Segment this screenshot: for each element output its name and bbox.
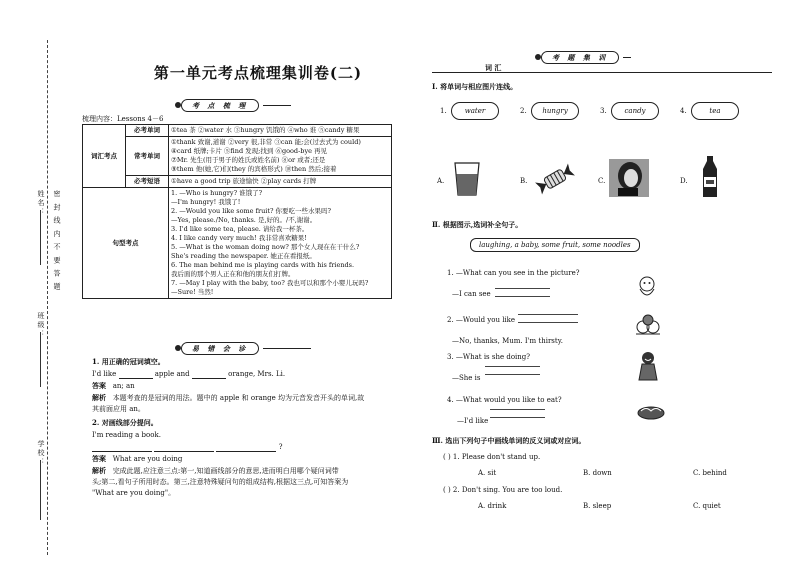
q1-text-c: orange, Mrs. Li. [228, 370, 286, 378]
common-words-line: ④card 纸牌;卡片 ⑤find 发现;找到 ⑥good-bye 再见 [171, 147, 328, 155]
q2-explanation-text: 完成此题,应注意三点:第一,知道画线部分的意思,进而明白用哪个疑问词带 [112, 467, 339, 475]
must-words-label: 必考单词 [126, 125, 169, 137]
p2-q2-line-2[interactable] [518, 322, 578, 323]
sentence-category: 句型考点 [83, 188, 169, 299]
q1-answer-row [92, 381, 135, 391]
must-words: ①tea 茶 ②water 水 ③hungry 饥饿的 ④who 谁 ⑤candy 糖果 [169, 125, 392, 137]
fruit-icon [634, 312, 662, 338]
review-scope: 梳理内容：Lessons 4－6 [82, 115, 164, 123]
common-words-line: ①thank 致谢,道谢 ②very 很,非常 ③can 能;会(过去式为 could) [171, 138, 361, 146]
q2-blank-1[interactable] [92, 444, 152, 452]
common-words-line: ⑨them 他(她,它)们(they 的宾格形式) ⑩then 然后;接着 [171, 165, 337, 173]
q1-blank-1[interactable] [119, 371, 153, 379]
banner-rule [623, 57, 631, 58]
binding-dashed-line [47, 40, 48, 555]
common-words [169, 137, 392, 176]
hungry-girl-icon[interactable] [608, 158, 650, 198]
sentence-line: —Yes, please./No, thanks. 是,好的。/不,谢谢。 [171, 216, 317, 224]
q1-title: 1. 用正确的冠词填空。 [92, 357, 165, 366]
p3-q1-option-c[interactable]: C. behind [693, 469, 727, 477]
school-field[interactable] [40, 460, 41, 520]
p2-q4-line-2[interactable] [490, 417, 545, 418]
q2-blank-2[interactable] [154, 444, 214, 452]
q2-answer: What are you doing [112, 455, 183, 463]
q1-blank-2[interactable] [192, 371, 226, 379]
banner-label: 易 错 会 诊 [181, 342, 259, 355]
word-num-1: 1. [440, 107, 447, 115]
p2-q1-line-2[interactable] [495, 296, 550, 297]
section-banner-review [175, 98, 295, 112]
banner-label: 考 点 梳 理 [181, 99, 259, 112]
name-label: 姓名： [37, 190, 45, 217]
pic-label-a: A. [437, 177, 445, 185]
p2-title: Ⅱ. 根据图示,选词补全句子。 [432, 220, 523, 229]
must-phrases-label: 必考短语 [126, 176, 169, 188]
word-cloud-hungry[interactable]: hungry [531, 102, 579, 120]
q2-question-mark: ? [278, 443, 283, 451]
answer-label: 答案 [92, 381, 106, 390]
banner-label: 考 题 集 训 [541, 51, 619, 64]
p2-q2a: 2. —Would you like [447, 316, 516, 324]
pic-label-b: B. [520, 177, 528, 185]
section-banner-practice [535, 50, 635, 64]
explanation-label: 解析 [92, 393, 106, 402]
p3-q2-option-a[interactable]: A. drink [478, 502, 507, 510]
p2-q1a: 1. —What can you see in the picture? [447, 269, 580, 277]
p2-q3-line-2[interactable] [485, 374, 540, 375]
q2-blanks [92, 442, 282, 452]
p3-q1-option-b[interactable]: B. down [583, 469, 612, 477]
common-words-label: 常考单词 [126, 137, 169, 176]
q2-blank-3[interactable] [216, 444, 276, 452]
sentence-line: 5. —What is the woman doing now? 那个女人现在在干什么? [171, 243, 360, 251]
vocab-category: 词汇考点 [83, 125, 126, 188]
knowledge-table [82, 124, 392, 299]
common-words-line: ⑦Mr. 先生(用于男子的姓氏或姓名前) ⑧or 或者;还是 [171, 156, 326, 164]
baby-icon [636, 275, 658, 299]
sentence-line: She's reading the newspaper. 她正在看报纸。 [171, 252, 316, 260]
pic-label-d: D. [680, 177, 688, 185]
p2-q1-line-1[interactable] [495, 288, 550, 289]
page-title: 第一单元考点梳理集训卷(二) [153, 64, 363, 82]
word-bank: laughing, a baby, some fruit, some noodles [470, 238, 640, 252]
must-phrases: ①have a good trip 旅途愉快 ②play cards 打牌 [169, 176, 392, 188]
p2-q3b: —She is [452, 374, 481, 382]
noodles-icon [636, 400, 666, 422]
q1-text-a: I'd like [92, 370, 117, 378]
p2-q4b: —I'd like [457, 417, 489, 425]
p3-q2: ( ) 2. Don't sing. You are too loud. [443, 486, 563, 494]
q1-sentence [92, 369, 285, 379]
word-section-label: 词 汇 [485, 63, 502, 72]
q1-answer: an; an [112, 382, 135, 390]
q1-explanation-1 [92, 393, 364, 403]
p3-q2-option-b[interactable]: B. sleep [583, 502, 612, 510]
q1-text-b: apple and [154, 370, 190, 378]
p2-q3a: 3. —What is she doing? [447, 353, 531, 361]
q2-title: 2. 对画线部分提问。 [92, 418, 158, 427]
section-banner-errors [175, 341, 315, 355]
p2-q1b: —I can see [452, 290, 491, 298]
sentence-line: 2. —Would you like some fruit? 你要吃一些水果吗? [171, 207, 332, 215]
word-cloud-tea[interactable]: tea [691, 102, 739, 120]
p2-q4a: 4. —What would you like to eat? [447, 396, 562, 404]
word-cloud-candy[interactable]: candy [611, 102, 659, 120]
explanation-label: 解析 [92, 466, 106, 475]
p3-q2-option-c[interactable]: C. quiet [693, 502, 721, 510]
word-num-2: 2. [520, 107, 527, 115]
word-num-3: 3. [600, 107, 607, 115]
sentence-line: 7. —May I play with the baby, too? 我也可以和那个小婴儿玩吗? [171, 279, 369, 287]
sentence-line: —Sure! 当然! [171, 288, 214, 296]
word-section-rule [432, 72, 772, 73]
word-num-4: 4. [680, 107, 687, 115]
glass-of-water-icon[interactable] [452, 160, 482, 198]
q2-answer-row [92, 454, 182, 464]
q2-explanation-1 [92, 466, 339, 476]
seal-line-notice: 密 封 线 内 不 要 答 题 [53, 190, 61, 292]
candy-icon[interactable] [533, 163, 577, 195]
tea-bottle-icon[interactable] [700, 155, 720, 199]
laughing-girl-icon [636, 350, 660, 382]
q2-explanation-2: 头;第二,看句子所用时态。第三,注意特殊疑问句的组成结构,根据这三点,可知答案为 [92, 478, 349, 486]
p2-q4-line-1[interactable] [490, 409, 545, 410]
answer-label: 答案 [92, 454, 106, 463]
banner-rule [263, 348, 311, 349]
name-field[interactable] [40, 210, 41, 265]
q2-explanation-3: "What are you doing"。 [92, 489, 176, 497]
q1-explanation-text: 本题考查的是冠词的用法。题中的 apple 和 orange 均为元音发音开头的单词,故 [112, 394, 365, 402]
word-cloud-water[interactable]: water [451, 102, 499, 120]
p2-q2-line-1[interactable] [518, 314, 578, 315]
q1-explanation-2: 其前面应用 an。 [92, 405, 145, 413]
p1-title: Ⅰ. 将单词与相应图片连线。 [432, 82, 518, 91]
sentence-line: 我后面的那个男人正在和他的朋友们打牌。 [171, 270, 295, 278]
sentence-line: 3. I'd like some tea, please. 请给我一杯茶。 [171, 225, 309, 233]
sentence-line: 6. The man behind me is playing cards with his friends. [171, 261, 355, 269]
pic-label-c: C. [598, 177, 606, 185]
class-label: 班级： [37, 312, 45, 339]
sentence-line: 4. I like candy very much! 我非常喜欢糖果! [171, 234, 307, 242]
p2-q3-line-1[interactable] [485, 366, 540, 367]
p3-title: Ⅲ. 选出下列句子中画线单词的反义词或对应词。 [432, 436, 586, 445]
sentence-line: —I'm hungry! 我饿了! [171, 198, 241, 206]
p2-q2b: —No, thanks, Mum. I'm thirsty. [452, 337, 563, 345]
school-label: 学校： [37, 440, 45, 467]
q2-text: I'm reading a book. [92, 431, 161, 439]
class-field[interactable] [40, 332, 41, 387]
sentence-line: 1. —Who is hungry? 谁饿了? [171, 189, 263, 197]
p3-q1: ( ) 1. Please don't stand up. [443, 453, 541, 461]
sentence-list [169, 188, 392, 299]
banner-rule [263, 105, 291, 106]
p3-q1-option-a[interactable]: A. sit [478, 469, 497, 477]
